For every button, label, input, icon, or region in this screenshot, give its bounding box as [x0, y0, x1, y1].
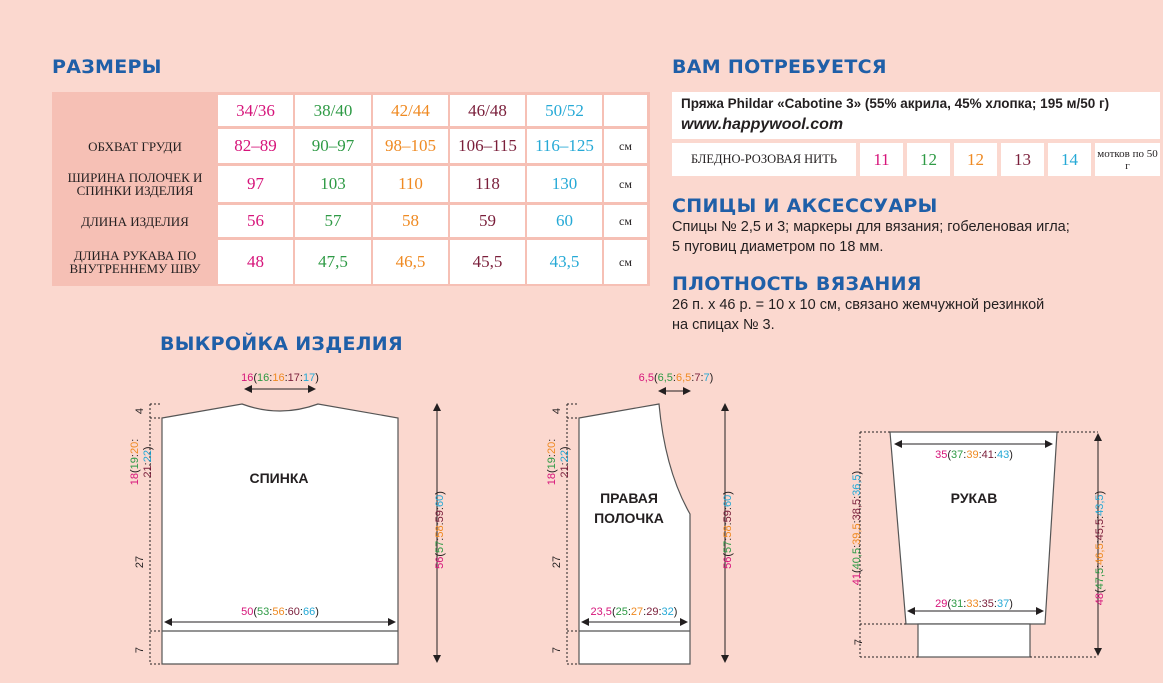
size-header-0: 34/36	[218, 95, 293, 126]
size-cell: 82–89	[218, 129, 293, 163]
size-row-label: ДЛИНА РУКАВА ПО ВНУТРЕННЕМУ ШВУ	[55, 240, 215, 284]
size-cell: 56	[218, 205, 293, 237]
size-unit: см	[604, 166, 647, 202]
size-cell: 45,5	[450, 240, 525, 284]
front-outline	[579, 404, 690, 664]
size-cell: 118	[450, 166, 525, 202]
yarn-description: Пряжа Phildar «Cabotine 3» (55% акрила, 45% хлопка; 195 м/50 г)	[681, 96, 1110, 111]
front-shoulder-drop: 4	[551, 407, 563, 415]
size-cell: 103	[295, 166, 371, 202]
pattern-heading: ВЫКРОЙКА ИЗДЕЛИЯ	[160, 333, 403, 355]
front-length-label: 56(57:58:59:60)	[722, 491, 734, 569]
size-cell: 130	[527, 166, 602, 202]
sleeve-top-label: 35(37:39:41:43)	[935, 449, 1013, 461]
sleeve-schematic	[851, 432, 1106, 657]
needles-line-1: Спицы № 2,5 и 3; маркеры для вязания; гобеленовая игла;	[672, 219, 1070, 235]
size-cell: 110	[373, 166, 448, 202]
back-body-length: 27	[134, 555, 146, 569]
gauge-line-1: 26 п. х 46 р. = 10 х 10 см, связано жемчужной резинкой	[672, 297, 1045, 313]
size-header-4: 50/52	[527, 95, 602, 126]
back-shoulder-drop: 4	[134, 407, 146, 415]
size-cell: 116–125	[527, 129, 602, 163]
sleeve-bottom-label: 29(31:33:35:37)	[935, 598, 1013, 610]
back-armhole-label-b: 21:22)	[142, 446, 154, 478]
size-cell: 57	[295, 205, 371, 237]
back-neck-label: 16(16:16:17:17)	[241, 372, 319, 384]
sleeve-rib-height: 7	[853, 638, 865, 646]
back-outline	[162, 404, 398, 664]
size-header-2: 42/44	[373, 95, 448, 126]
size-cell: 60	[527, 205, 602, 237]
back-armhole-label-a: 18(19:20:	[129, 438, 141, 486]
front-body-length: 27	[551, 555, 563, 569]
color-label: БЛЕДНО-РОЗОВАЯ НИТЬ	[672, 143, 856, 176]
skein-count: 12	[954, 143, 997, 176]
size-row-label: ШИРИНА ПОЛОЧЕК И СПИНКИ ИЗДЕЛИЯ	[55, 166, 215, 202]
front-armhole-label-b: 21:22)	[559, 446, 571, 478]
skein-count: 12	[907, 143, 950, 176]
size-cell: 48	[218, 240, 293, 284]
size-cell: 97	[218, 166, 293, 202]
front-schematic	[546, 372, 734, 664]
sizes-heading: РАЗМЕРЫ	[52, 56, 162, 78]
size-cell: 90–97	[295, 129, 371, 163]
sleeve-length-label: 48(47,5:46,5:45,5:43,5)	[1094, 490, 1106, 606]
skein-unit: мотков по 50 г	[1095, 143, 1160, 176]
skein-count: 11	[860, 143, 903, 176]
back-rib-height: 7	[134, 646, 146, 654]
back-width-label: 50(53:56:60:66)	[241, 606, 319, 618]
front-armhole-label-a: 18(19:20:	[546, 438, 558, 486]
size-unit: см	[604, 129, 647, 163]
size-header-1: 38/40	[295, 95, 371, 126]
sleeve-cuff	[918, 624, 1030, 657]
front-shoulder-label: 6,5(6,5:6,5:7:7)	[638, 372, 714, 384]
size-row-label: ОБХВАТ ГРУДИ	[55, 129, 215, 163]
materials-heading: ВАМ ПОТРЕБУЕТСЯ	[672, 56, 887, 78]
needles-line-2: 5 пуговиц диаметром по 18 мм.	[672, 239, 884, 255]
size-cell: 106–115	[450, 129, 525, 163]
front-rib-height: 7	[551, 646, 563, 654]
gauge-line-2: на спицах № 3.	[672, 317, 775, 333]
skein-count: 13	[1001, 143, 1044, 176]
front-width-label: 23,5(25:27:29:32)	[590, 606, 678, 618]
size-cell: 43,5	[527, 240, 602, 284]
size-cell: 46,5	[373, 240, 448, 284]
front-name-line-2: ПОЛОЧКА	[594, 510, 664, 526]
sleeve-upper-length-label: 41(40,5:39,5:38,5:36,5)	[851, 470, 863, 586]
needles-heading: СПИЦЫ И АКСЕССУАРЫ	[672, 195, 938, 217]
back-name: СПИНКА	[249, 470, 309, 486]
website-link[interactable]: www.happywool.com	[681, 116, 844, 133]
size-unit: см	[604, 240, 647, 284]
size-cell: 58	[373, 205, 448, 237]
front-name-line-1: ПРАВАЯ	[600, 490, 658, 506]
size-cell: 47,5	[295, 240, 371, 284]
size-cell: 98–105	[373, 129, 448, 163]
sleeve-name: РУКАВ	[950, 490, 998, 506]
gauge-heading: ПЛОТНОСТЬ ВЯЗАНИЯ	[672, 273, 922, 295]
size-row-label: ДЛИНА ИЗДЕЛИЯ	[55, 205, 215, 237]
size-cell: 59	[450, 205, 525, 237]
size-header-3: 46/48	[450, 95, 525, 126]
back-schematic	[129, 372, 446, 664]
size-unit: см	[604, 205, 647, 237]
back-length-label: 56(57:58:59:60)	[434, 491, 446, 569]
skein-count: 14	[1048, 143, 1091, 176]
